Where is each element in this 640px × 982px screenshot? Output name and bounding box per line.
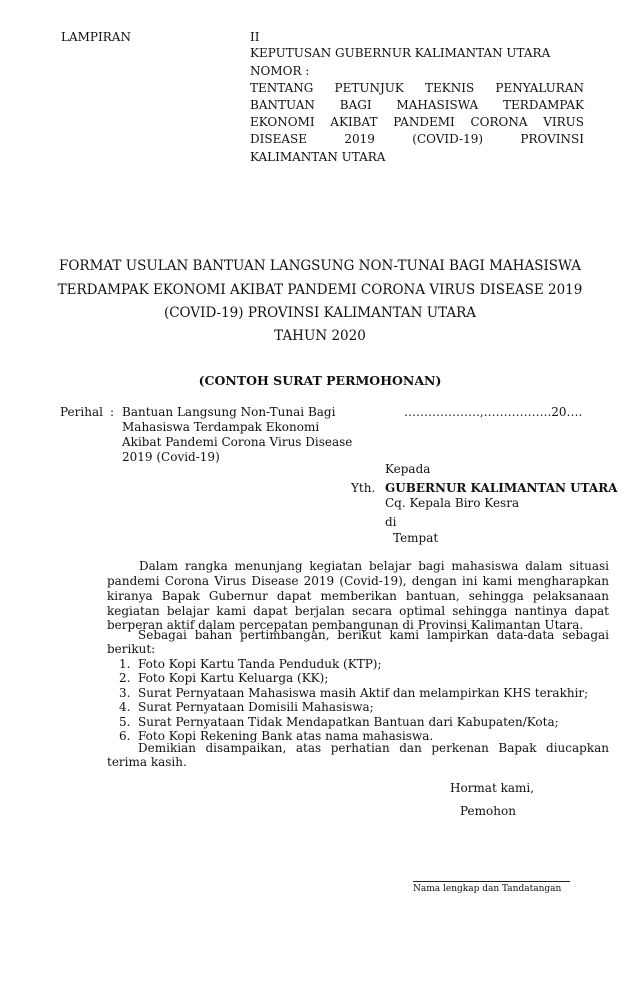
list-item	[119, 700, 588, 714]
lampiran-label: LAMPIRAN	[61, 30, 131, 44]
document-title-line: TERDAMPAK EKONOMI AKIBAT PANDEMI CORONA VIRUS DISEASE 2019	[57, 282, 583, 298]
tentang-line: EKONOMI AKIBAT PANDEMI CORONA VIRUS	[250, 115, 584, 129]
perihal-line: Mahasiswa Terdampak Ekonomi	[122, 420, 320, 434]
lampiran-number: II	[250, 30, 260, 44]
list-item-text: Surat Pernyataan Domisili Mahasiswa;	[138, 700, 374, 715]
list-item-number: 3.	[119, 685, 131, 700]
signature-line	[413, 881, 570, 882]
list-item	[119, 671, 588, 685]
list-item-number: 1.	[119, 657, 131, 671]
recipient-cq: Cq. Kepala Biro Kesra	[385, 496, 520, 510]
body-paragraph-line: kegiatan belajar kami dapat berjalan secara optimal sehingga nantinya dapat	[107, 604, 609, 618]
list-item-text: Foto Kopi Kartu Keluarga (KK);	[138, 671, 329, 686]
attachments-intro-end: berikut:	[107, 642, 156, 656]
document-title-line: FORMAT USULAN BANTUAN LANGSUNG NON-TUNAI BAGI MAHASISWA	[59, 258, 581, 274]
tentang-line-last: KALIMANTAN UTARA	[250, 150, 386, 164]
list-item-text: Surat Pernyataan Mahasiswa masih Aktif dan melampirkan KHS terakhir;	[138, 685, 589, 700]
decree-line: KEPUTUSAN GUBERNUR KALIMANTAN UTARA	[250, 46, 551, 60]
date-placeholder: ……………….,……………..20….	[404, 405, 583, 419]
list-item-text: Foto Kopi Rekening Bank atas nama mahasiswa.	[138, 729, 434, 744]
document-title-line: TAHUN 2020	[274, 328, 366, 344]
example-heading: (CONTOH SURAT PERMOHONAN)	[198, 373, 442, 388]
tentang-line: DISEASE 2019 (COVID-19) PROVINSI	[250, 132, 584, 146]
tentang-line: TENTANG PETUNJUK TEKNIS PENYALURAN	[250, 81, 584, 95]
list-item-number: 2.	[119, 671, 131, 686]
applicant-label: Pemohon	[460, 804, 516, 818]
perihal-line: 2019 (Covid-19)	[122, 450, 220, 464]
list-item-number: 4.	[119, 700, 131, 715]
list-item	[119, 715, 588, 729]
tentang-line: BANTUAN BAGI MAHASISWA TERDAMPAK	[250, 98, 584, 112]
list-item	[119, 657, 588, 671]
perihal-line: Akibat Pandemi Corona Virus Disease	[122, 435, 353, 449]
recipient-di: di	[385, 515, 397, 529]
body-paragraph-line: Dalam rangka menunjang kegiatan belajar bagi mahasiswa dalam situasi	[139, 559, 609, 573]
attachments-list	[119, 657, 588, 743]
list-item	[119, 686, 588, 700]
body-paragraph-line: kiranya Bapak Gubernur dapat memberikan bantuan, sehingga pelaksanaan	[107, 589, 609, 603]
recipient-place: Tempat	[393, 531, 439, 545]
regards-text: Hormat kami,	[450, 781, 535, 795]
nomor-label: NOMOR :	[250, 64, 310, 78]
attachments-intro: Sebagai bahan pertimbangan, berikut kami lampirkan data-data sebagai	[138, 628, 609, 642]
list-item-text: Surat Pernyataan Tidak Mendapatkan Bantuan dari Kabupaten/Kota;	[138, 714, 559, 729]
body-paragraph-line-last: berperan aktif dalam percepatan pembangunan di Provinsi Kalimantan Utara.	[107, 618, 584, 632]
perihal-line: Bantuan Langsung Non-Tunai Bagi	[122, 405, 336, 419]
yth-label: Yth.	[351, 481, 376, 495]
closing-line: Demikian disampaikan, atas perhatian dan perkenan Bapak diucapkan	[138, 741, 609, 755]
closing-line-last: terima kasih.	[107, 755, 187, 769]
perihal-label: Perihal	[60, 405, 103, 419]
document-title-line: (COVID-19) PROVINSI KALIMANTAN UTARA	[163, 305, 477, 321]
perihal-colon: :	[110, 405, 115, 419]
body-paragraph-line: pandemi Corona Virus Disease 2019 (Covid-19), dengan ini kami mengharapkan	[107, 574, 609, 588]
signature-caption: Nama lengkap dan Tandatangan	[413, 884, 562, 894]
recipient-name: GUBERNUR KALIMANTAN UTARA	[385, 481, 618, 495]
list-item-text: Foto Kopi Kartu Tanda Penduduk (KTP);	[138, 657, 382, 671]
list-item-number: 6.	[119, 729, 131, 744]
kepada-label: Kepada	[385, 462, 431, 476]
list-item-number: 5.	[119, 714, 131, 729]
